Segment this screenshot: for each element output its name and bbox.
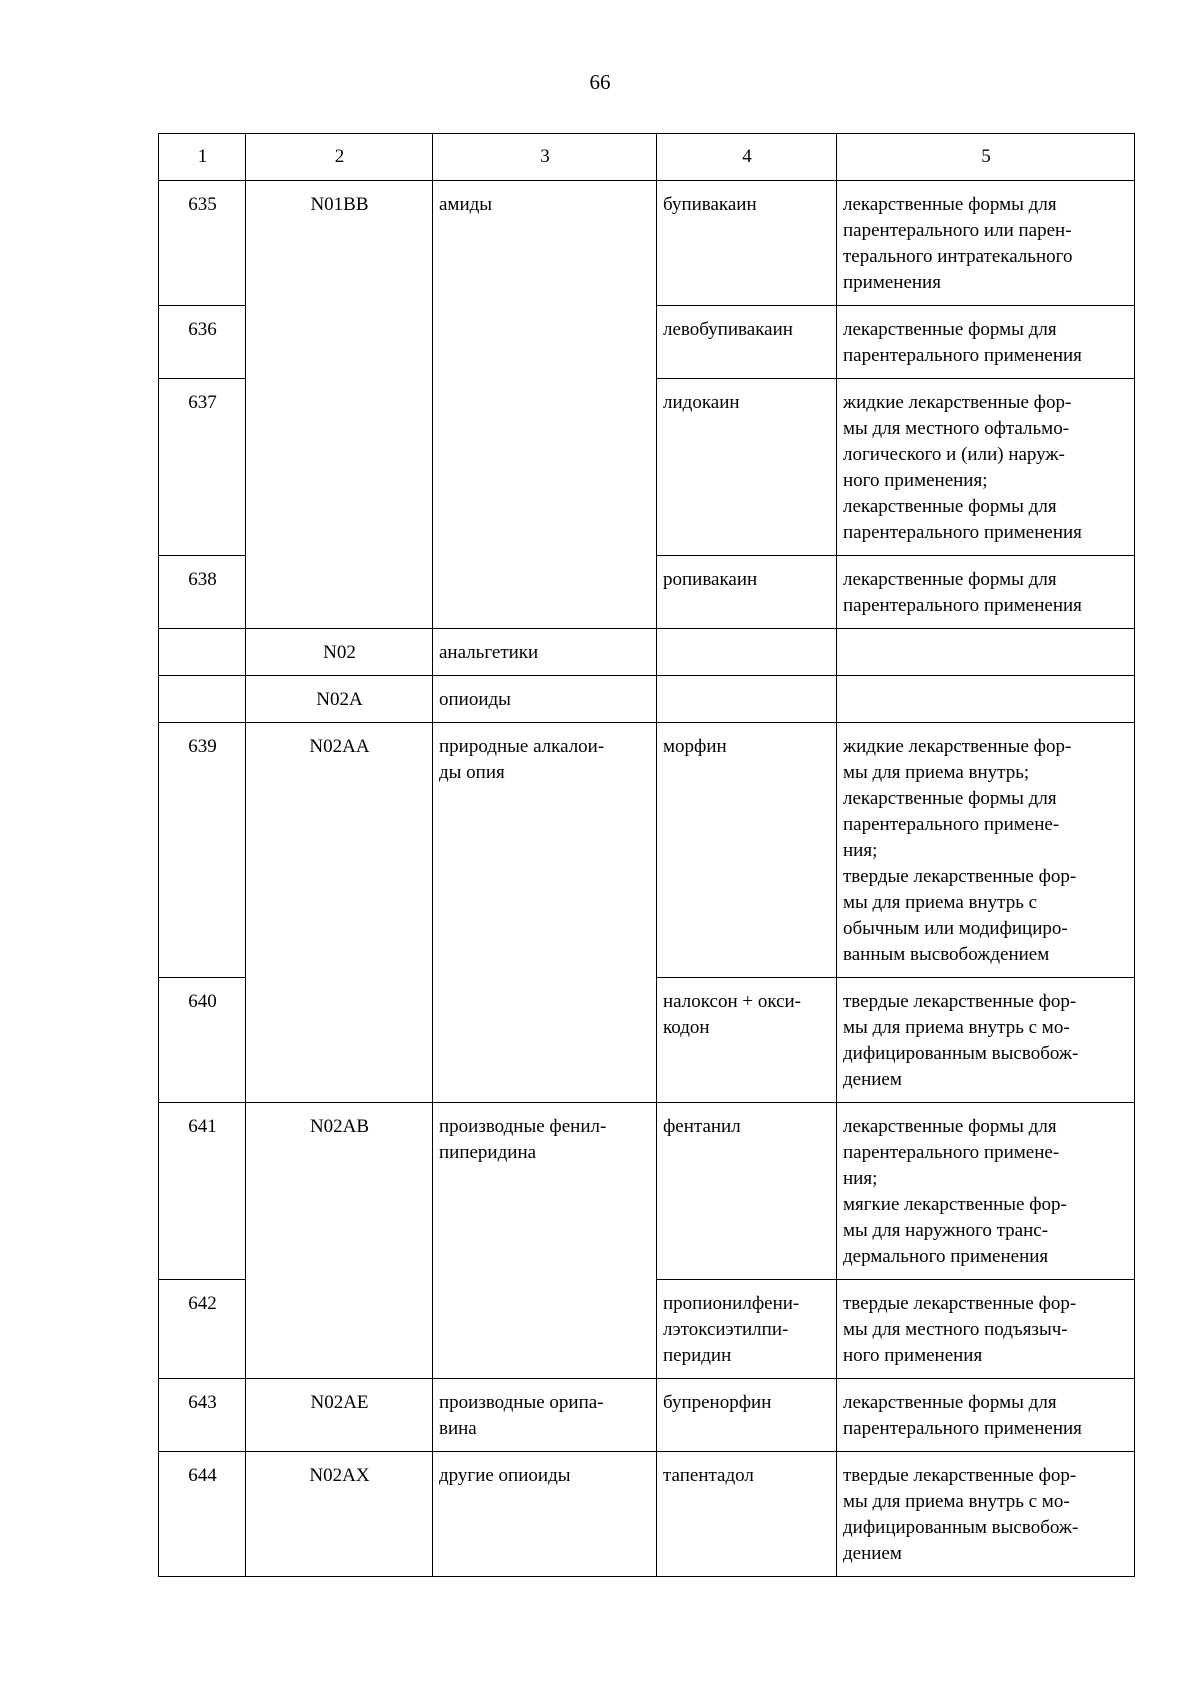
drug-name xyxy=(657,629,837,676)
dosage-form-line: мы для наружного транс- xyxy=(843,1220,1049,1241)
atc-code xyxy=(246,1452,433,1577)
row-number-line: 639 xyxy=(188,736,217,757)
row-number xyxy=(159,629,246,676)
row-number-line: 640 xyxy=(188,991,217,1012)
dosage-form-line: лекарственные формы для xyxy=(843,1392,1057,1413)
dosage-form xyxy=(837,181,1135,306)
atc-code-line: N02 xyxy=(323,642,356,663)
dosage-form-line: мы для местного офтальмо- xyxy=(843,418,1070,439)
dosage-form-line: применения xyxy=(843,272,941,293)
page-number: 66 xyxy=(589,70,611,94)
row-number xyxy=(159,306,246,379)
atc-group-name xyxy=(433,723,657,1103)
drug-name-line: левобупивакаин xyxy=(663,319,793,340)
atc-group-name xyxy=(433,1103,657,1379)
dosage-form-line: лекарственные формы для xyxy=(843,194,1057,215)
drug-name-line: тапентадол xyxy=(663,1465,754,1486)
drug-name-line: кодон xyxy=(663,1017,710,1038)
drug-name xyxy=(657,1103,837,1280)
atc-group-name-line: опиоиды xyxy=(439,689,511,710)
atc-group-name xyxy=(433,676,657,723)
atc-group-name xyxy=(433,1452,657,1577)
row-number xyxy=(159,556,246,629)
atc-group-name-line: производные орипа- xyxy=(439,1392,604,1413)
drug-name-line: налоксон + окси- xyxy=(663,991,802,1012)
column-header: 1 xyxy=(159,134,246,181)
drug-name xyxy=(657,978,837,1103)
header-row xyxy=(159,134,1135,181)
row-number xyxy=(159,1452,246,1577)
dosage-form-line: ния; xyxy=(843,840,878,861)
dosage-form xyxy=(837,978,1135,1103)
dosage-form-line: лекарственные формы для xyxy=(843,1116,1057,1137)
dosage-form-line: ного применения xyxy=(843,1345,983,1366)
drug-name xyxy=(657,1452,837,1577)
drug-name-line: лидокаин xyxy=(663,392,740,413)
atc-code-line: N02AB xyxy=(309,1116,370,1137)
atc-code xyxy=(246,1379,433,1452)
table-row xyxy=(159,1103,1135,1280)
atc-group-name-line: анальгетики xyxy=(439,642,539,663)
row-number xyxy=(159,723,246,978)
drug-name-line: фентанил xyxy=(663,1116,741,1137)
dosage-form-line: дением xyxy=(843,1543,902,1564)
dosage-form-line: парентерального применения xyxy=(843,1418,1082,1439)
dosage-form-line: мы для приема внутрь с мо- xyxy=(843,1017,1070,1038)
atc-code-line: N02AA xyxy=(309,736,370,757)
dosage-form-line: дением xyxy=(843,1069,902,1090)
dosage-form xyxy=(837,1379,1135,1452)
atc-group-name-line: производные фенил- xyxy=(439,1116,607,1137)
column-header: 5 xyxy=(837,134,1135,181)
atc-group-name xyxy=(433,1379,657,1452)
dosage-form-line: дифицированным высвобож- xyxy=(843,1043,1079,1064)
dosage-form-line: твердые лекарственные фор- xyxy=(843,866,1077,887)
table-row xyxy=(159,1379,1135,1452)
dosage-form-line: ния; xyxy=(843,1168,878,1189)
dosage-form xyxy=(837,676,1135,723)
atc-group-name-line: пиперидина xyxy=(439,1142,537,1163)
dosage-form-line: твердые лекарственные фор- xyxy=(843,991,1077,1012)
row-number-line: 641 xyxy=(188,1116,217,1137)
dosage-form-line: лекарственные формы для xyxy=(843,496,1057,517)
dosage-form-line: лекарственные формы для xyxy=(843,788,1057,809)
drug-name-line: ропивакаин xyxy=(663,569,758,590)
drug-name xyxy=(657,723,837,978)
drug-name xyxy=(657,1280,837,1379)
dosage-form-line: лекарственные формы для xyxy=(843,319,1057,340)
atc-code xyxy=(246,1103,433,1379)
table-row xyxy=(159,629,1135,676)
column-header: 3 xyxy=(433,134,657,181)
dosage-form-line: твердые лекарственные фор- xyxy=(843,1465,1077,1486)
atc-group-name-line: другие опиоиды xyxy=(439,1465,571,1486)
dosage-form xyxy=(837,379,1135,556)
dosage-form-line: мягкие лекарственные фор- xyxy=(843,1194,1067,1215)
drug-name-line: лэтоксиэтилпи- xyxy=(663,1319,789,1340)
table-row xyxy=(159,1452,1135,1577)
drug-name xyxy=(657,181,837,306)
atc-group-name-line: вина xyxy=(439,1418,477,1439)
row-number-line: 636 xyxy=(188,319,217,340)
column-header: 4 xyxy=(657,134,837,181)
dosage-form-line: мы для приема внутрь с xyxy=(843,892,1038,913)
dosage-form-line: мы для приема внутрь с мо- xyxy=(843,1491,1070,1512)
drug-name xyxy=(657,676,837,723)
drug-name-line: бупренорфин xyxy=(663,1392,772,1413)
atc-code-line: N02AX xyxy=(309,1465,370,1486)
drug-name xyxy=(657,306,837,379)
dosage-form-line: парентерального применения xyxy=(843,522,1082,543)
row-number-line: 643 xyxy=(188,1392,217,1413)
dosage-form-line: обычным или модифициро- xyxy=(843,918,1068,939)
dosage-form-line: ванным высвобождением xyxy=(843,944,1050,965)
table-body xyxy=(159,181,1135,1577)
drug-name xyxy=(657,1379,837,1452)
dosage-form-line: мы для приема внутрь; xyxy=(843,762,1030,783)
drug-name xyxy=(657,556,837,629)
dosage-form-line: жидкие лекарственные фор- xyxy=(843,736,1072,757)
column-header: 2 xyxy=(246,134,433,181)
dosage-form-line: мы для местного подъязыч- xyxy=(843,1319,1068,1340)
atc-code-line: N02A xyxy=(316,689,363,710)
table-row xyxy=(159,181,1135,306)
atc-group-name xyxy=(433,629,657,676)
drug-name-line: перидин xyxy=(663,1345,732,1366)
dosage-form-line: парентерального или парен- xyxy=(843,220,1072,241)
atc-group-name-line: ды опия xyxy=(439,762,505,783)
dosage-form xyxy=(837,723,1135,978)
drug-name-line: морфин xyxy=(663,736,727,757)
dosage-form xyxy=(837,1452,1135,1577)
dosage-form-line: парентерального примене- xyxy=(843,814,1060,835)
dosage-form-line: парентерального применения xyxy=(843,595,1082,616)
row-number-line: 644 xyxy=(188,1465,217,1486)
row-number-line: 642 xyxy=(188,1293,217,1314)
atc-group-name-line: природные алкалои- xyxy=(439,736,605,757)
table-row xyxy=(159,723,1135,978)
dosage-form-line: лекарственные формы для xyxy=(843,569,1057,590)
row-number xyxy=(159,978,246,1103)
row-number-line: 635 xyxy=(188,194,217,215)
dosage-form xyxy=(837,306,1135,379)
dosage-form xyxy=(837,556,1135,629)
drug-name xyxy=(657,379,837,556)
atc-code xyxy=(246,676,433,723)
atc-code xyxy=(246,723,433,1103)
row-number-line: 638 xyxy=(188,569,217,590)
atc-code xyxy=(246,629,433,676)
dosage-form-line: ного применения; xyxy=(843,470,988,491)
row-number xyxy=(159,1379,246,1452)
dosage-form xyxy=(837,1280,1135,1379)
row-number-line: 637 xyxy=(188,392,217,413)
dosage-form xyxy=(837,629,1135,676)
atc-code-line: N02AE xyxy=(310,1392,369,1413)
dosage-form-line: парентерального примене- xyxy=(843,1142,1060,1163)
row-number xyxy=(159,676,246,723)
dosage-form-line: жидкие лекарственные фор- xyxy=(843,392,1072,413)
atc-group-name-line: амиды xyxy=(439,194,493,215)
atc-code xyxy=(246,181,433,629)
row-number xyxy=(159,1103,246,1280)
atc-code-line: N01BB xyxy=(310,194,369,215)
dosage-form-line: терального интратекального xyxy=(843,246,1073,267)
dosage-form-line: дермального применения xyxy=(843,1246,1049,1267)
drug-table xyxy=(158,133,1135,1577)
row-number xyxy=(159,181,246,306)
row-number xyxy=(159,379,246,556)
dosage-form-line: парентерального применения xyxy=(843,345,1082,366)
dosage-form-line: дифицированным высвобож- xyxy=(843,1517,1079,1538)
row-number xyxy=(159,1280,246,1379)
dosage-form-line: логического и (или) наруж- xyxy=(843,444,1065,465)
table-row xyxy=(159,676,1135,723)
drug-name-line: пропионилфени- xyxy=(663,1293,800,1314)
atc-group-name xyxy=(433,181,657,629)
dosage-form xyxy=(837,1103,1135,1280)
dosage-form-line: твердые лекарственные фор- xyxy=(843,1293,1077,1314)
drug-name-line: бупивакаин xyxy=(663,194,757,215)
